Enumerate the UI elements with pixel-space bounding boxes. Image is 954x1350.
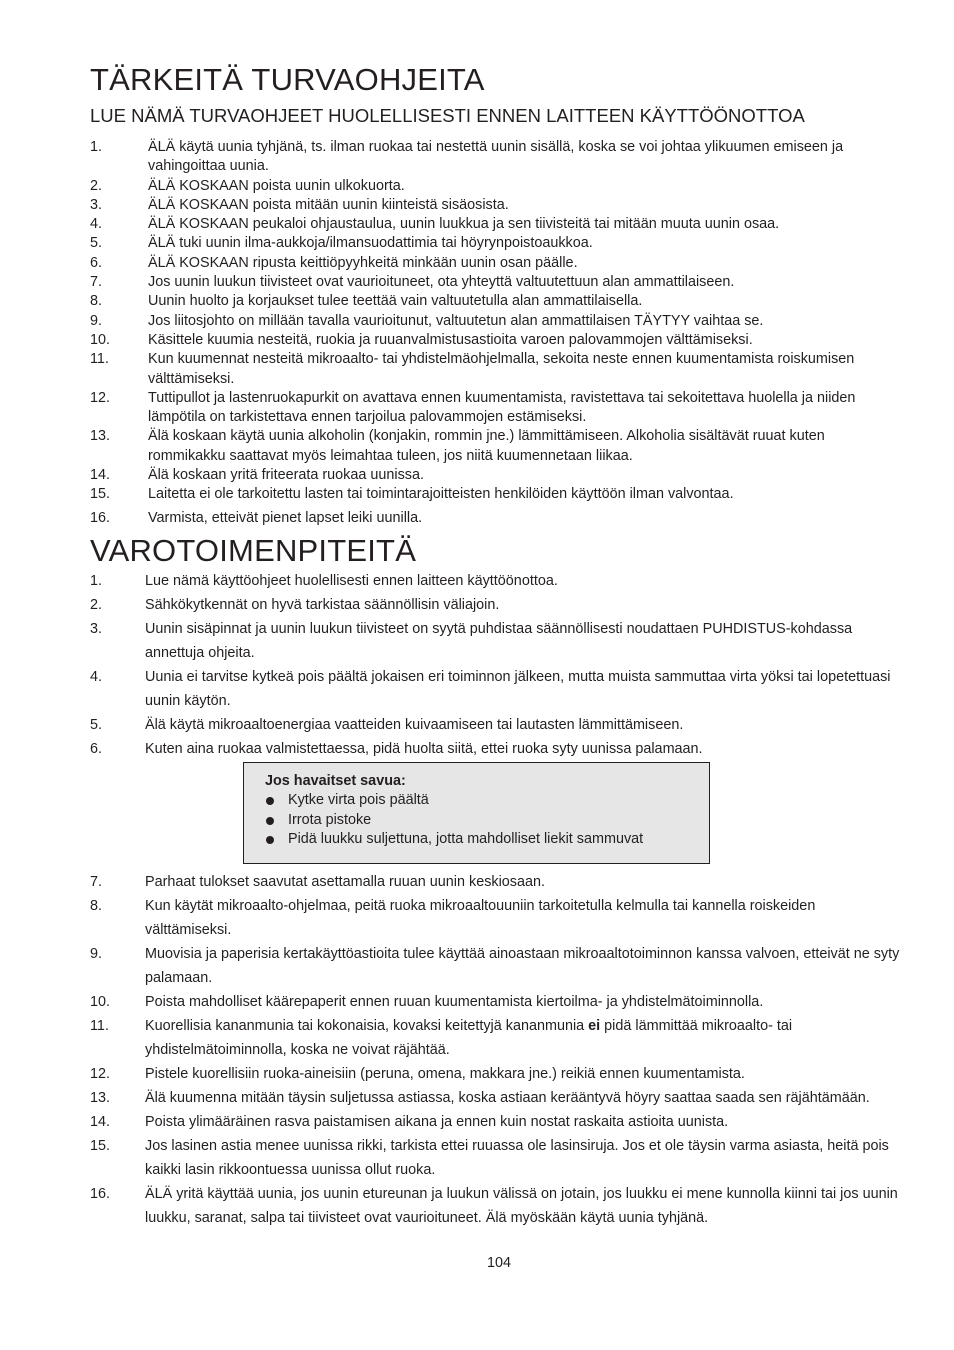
item-number: 7. xyxy=(90,874,103,890)
item-number: 10. xyxy=(90,331,111,348)
bullet-icon xyxy=(266,836,274,844)
item-number: 1. xyxy=(90,573,103,589)
list-item xyxy=(90,942,905,990)
bullet-icon xyxy=(266,817,274,825)
list-item xyxy=(90,196,890,215)
list-item xyxy=(90,273,890,292)
item-text: Uunin huolto ja korjaukset tulee teettää vain valtuutetulla alan ammattilaisella. xyxy=(148,293,643,310)
list-item xyxy=(90,1086,905,1110)
list-item xyxy=(90,1134,905,1182)
list-item xyxy=(90,215,890,234)
item-number: 2. xyxy=(90,177,103,194)
item-number: 3. xyxy=(90,621,103,637)
list-item xyxy=(90,466,890,485)
item-text: Käsittele kuumia nesteitä, ruokia ja ruuanvalmistusastioita varoen palovammojen välttämiseksi. xyxy=(148,331,753,348)
item-text: Lue nämä käyttöohjeet huolellisesti ennen laitteen käyttöönottoa. xyxy=(145,573,558,589)
item-number: 6. xyxy=(90,254,103,271)
list-item xyxy=(90,617,905,665)
list-item xyxy=(90,331,890,350)
item-number: 15. xyxy=(90,486,111,503)
item-text: Poista mahdolliset käärepaperit ennen ruuan kuumentamista kiertoilma- ja yhdistelmätoiminnolla. xyxy=(145,994,764,1010)
item-number: 9. xyxy=(90,312,103,329)
bullet-text: Kytke virta pois päältä xyxy=(288,792,429,808)
section-title-safety: TÄRKEITÄ TURVAOHJEITA xyxy=(90,62,485,97)
item-number: 7. xyxy=(90,274,103,291)
item-number: 14. xyxy=(90,467,111,484)
item-text-start: Kuorellisia kananmunia tai kokonaisia, kovaksi keitettyjä kananmunia xyxy=(145,1018,589,1034)
list-item xyxy=(90,713,905,737)
item-number: 2. xyxy=(90,597,103,613)
bullet-icon xyxy=(266,797,274,805)
precautions-list xyxy=(90,569,905,761)
list-item xyxy=(90,234,890,253)
list-item xyxy=(90,138,890,177)
item-text: Kuten aina ruokaa valmistettaessa, pidä huolta siitä, ettei ruoka syty uunissa palamaan. xyxy=(145,741,703,757)
item-number: 11. xyxy=(90,351,109,368)
list-item xyxy=(265,791,709,811)
list-item xyxy=(90,1014,905,1062)
item-text: Älä kuumenna mitään täysin suljetussa astiassa, koska astiaan kerääntyvä höyry saattaa saada sen räjähtämään. xyxy=(145,1090,870,1106)
item-text: Jos liitosjohto on millään tavalla vaurioitunut, valtuutetun alan ammattilaisen TÄYTYY vaihtaa se. xyxy=(148,312,764,329)
list-item xyxy=(90,312,890,331)
item-number: 5. xyxy=(90,717,103,733)
list-item xyxy=(90,990,905,1014)
item-number: 1. xyxy=(90,139,103,155)
item-text: Muovisia ja paperisia kertakäyttöastioita tulee käyttää ainoastaan mikroaaltotoiminnon kanssa valvoen, etteivät ne syty palamaan. xyxy=(145,946,900,986)
list-item xyxy=(90,870,905,894)
item-text: ÄLÄ käytä uunia tyhjänä, ts. ilman ruokaa tai nestettä uunin sisällä, koska se voi johtaa ylikuumen emiseen ja vahingoittaa uunia. xyxy=(148,139,844,175)
item-number: 12. xyxy=(90,389,111,406)
list-item xyxy=(90,593,905,617)
list-item xyxy=(90,1110,905,1134)
item-text: Jos uunin luukun tiivisteet ovat vaurioituneet, ota yhteyttä valtuutettuun alan ammattilaiseen. xyxy=(148,274,735,291)
item-text: ÄLÄ KOSKAAN poista uunin ulkokuorta. xyxy=(148,177,405,194)
item-number: 4. xyxy=(90,669,103,685)
item-number: 10. xyxy=(90,994,111,1010)
item-text: Uunia ei tarvitse kytkeä pois päältä jokaisen eri toiminnon jälkeen, mutta muista sammuttaa virta yöksi tai lopetettuasi uunin käytön. xyxy=(145,669,891,709)
item-text: Älä koskaan käytä uunia alkoholin (konjakin, rommin jne.) lämmittämiseen. Alkoholia sisältävät ruuat kuten rommikakku saattavat myös leimahtaa tuleen, jos niitä kuumennetaan liikaa. xyxy=(148,428,825,464)
list-item xyxy=(90,1182,905,1230)
item-text: Poista ylimääräinen rasva paistamisen aikana ja ennen kuin nostat raskaita astioita uunista. xyxy=(145,1114,729,1130)
section-title-precautions: VAROTOIMENPITEITÄ xyxy=(90,533,417,568)
list-item xyxy=(90,177,890,196)
smoke-warning-title: Jos havaitset savua: xyxy=(265,773,406,789)
item-number: 6. xyxy=(90,741,103,757)
smoke-warning-list xyxy=(265,791,709,850)
list-item xyxy=(90,389,890,428)
item-number: 16. xyxy=(90,1186,111,1202)
item-text: ÄLÄ yritä käyttää uunia, jos uunin etureunan ja luukun välissä on jotain, jos luukku ei mene kunnolla kiinni tai jos uunin luukku, saranat, salpa tai tiivisteet ovat vaurioituneet. Älä myöskään käytä uunia tyhjänä. xyxy=(145,1186,898,1226)
list-item xyxy=(90,569,905,593)
item-text: ÄLÄ KOSKAAN poista mitään uunin kiinteistä sisäosista. xyxy=(148,196,509,213)
item-text: Uunin sisäpinnat ja uunin luukun tiivisteet on syytä puhdistaa säännöllisesti noudattaen PUHDISTUS-kohdassa annettuja ohjeita. xyxy=(145,621,853,661)
item-number: 12. xyxy=(90,1066,111,1082)
item-text: Pistele kuorellisiin ruoka-aineisiin (peruna, omena, makkara jne.) reikiä ennen kuumentamista. xyxy=(145,1066,745,1082)
smoke-warning-box xyxy=(243,762,710,864)
list-item xyxy=(265,811,709,831)
item-number: 8. xyxy=(90,293,103,310)
item-number: 13. xyxy=(90,1090,111,1106)
safety-instructions-list xyxy=(90,138,890,528)
item-text: Parhaat tulokset saavutat asettamalla ruuan uunin keskiosaan. xyxy=(145,874,545,890)
list-item xyxy=(90,1062,905,1086)
item-text: Tuttipullot ja lastenruokapurkit on avattava ennen kuumentamista, ravistettava tai sekoitettava huolella ja niiden lämpötila on tarkistettava ennen tarjoilua palovammojen estämiseksi. xyxy=(148,389,856,426)
item-number: 8. xyxy=(90,898,103,914)
item-text-emphasis: ei xyxy=(588,1018,601,1034)
list-item xyxy=(90,485,890,504)
item-text: Älä koskaan yritä friteerata ruokaa uunissa. xyxy=(148,467,424,484)
item-text: Jos lasinen astia menee uunissa rikki, tarkista ettei ruuassa ole lasinsiruja. Jos et ole täysin varma asiasta, heitä pois kaikki lasin rikkoontuessa uunissa ollut ruoka. xyxy=(145,1138,889,1178)
item-number: 3. xyxy=(90,196,103,213)
precautions-list-continued xyxy=(90,870,905,1230)
item-number: 16. xyxy=(90,509,111,526)
item-number: 15. xyxy=(90,1138,111,1154)
list-item xyxy=(90,350,890,389)
item-text: Sähkökytkennät on hyvä tarkistaa säännöllisin väliajoin. xyxy=(145,597,500,613)
item-number: 5. xyxy=(90,235,103,252)
list-item xyxy=(90,737,905,761)
section-subtitle: LUE NÄMÄ TURVAOHJEET HUOLELLISESTI ENNEN LAITTEEN KÄYTTÖÖNOTTOA xyxy=(90,105,805,126)
item-number: 4. xyxy=(90,216,103,233)
item-number: 14. xyxy=(90,1114,111,1130)
list-item xyxy=(90,509,890,528)
item-text: ÄLÄ KOSKAAN peukaloi ohjaustaulua, uunin luukkua ja sen tiivisteitä tai mitään muuta uunin osaa. xyxy=(148,216,780,233)
list-item xyxy=(90,665,905,713)
list-item xyxy=(90,427,890,466)
item-text-end: pidä lämmittää mikroaalto- tai yhdistelmätoiminnolla, koska ne voivat räjähtää. xyxy=(145,1018,793,1058)
list-item xyxy=(90,292,890,311)
item-text: Kun kuumennat nesteitä mikroaalto- tai yhdistelmäohjelmalla, sekoita neste ennen kuumentamista roiskumisen välttämiseksi. xyxy=(148,351,855,387)
bullet-text: Irrota pistoke xyxy=(288,811,372,828)
page-number: 104 xyxy=(486,1255,511,1271)
item-text: Laitetta ei ole tarkoitettu lasten tai toimintarajoitteisten henkilöiden käyttöön ilman valvontaa. xyxy=(148,486,734,503)
item-text: Varmista, etteivät pienet lapset leiki uunilla. xyxy=(148,509,423,526)
list-item xyxy=(90,254,890,273)
item-number: 9. xyxy=(90,946,103,962)
list-item xyxy=(265,830,709,850)
item-text: Älä käytä mikroaaltoenergiaa vaatteiden kuivaamiseen tai lautasten lämmittämiseen. xyxy=(145,717,684,733)
list-item xyxy=(90,894,905,942)
item-text: Kun käytät mikroaalto-ohjelmaa, peitä ruoka mikroaaltouuniin tarkoitetulla kelmulla tai kannella roiskeiden välttämiseksi. xyxy=(145,898,816,938)
item-text: ÄLÄ KOSKAAN ripusta keittiöpyyhkeitä minkään uunin osan päälle. xyxy=(148,254,578,271)
item-number: 11. xyxy=(90,1018,109,1034)
item-number: 13. xyxy=(90,428,111,445)
bullet-text: Pidä luukku suljettuna, jotta mahdolliset liekit sammuvat xyxy=(288,831,644,847)
item-text: ÄLÄ tuki uunin ilma-aukkoja/ilmansuodattimia tai höyrynpoistoaukkoa. xyxy=(148,235,593,252)
